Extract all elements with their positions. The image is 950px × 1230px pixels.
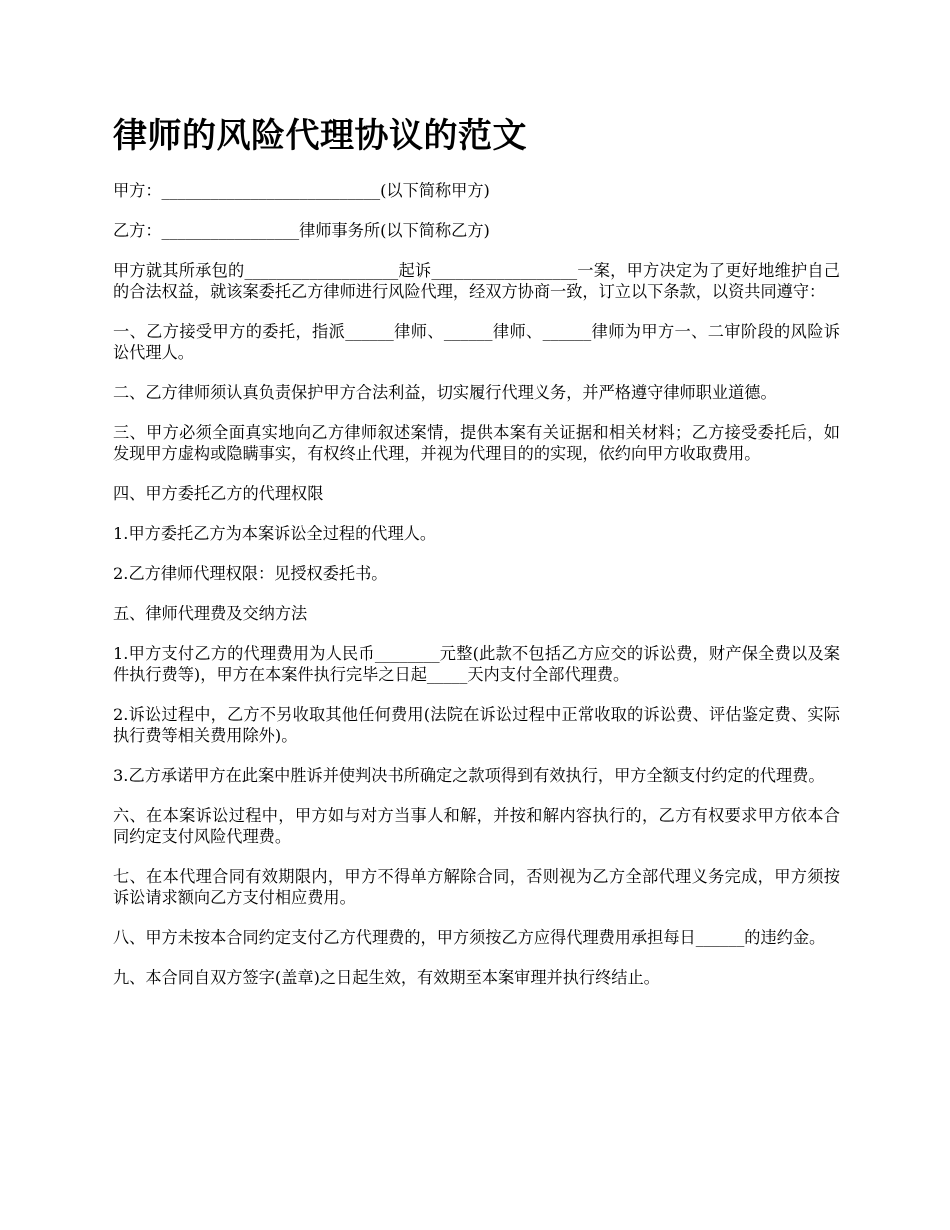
clause-6: 六、在本案诉讼过程中，甲方如与对方当事人和解，并按和解内容执行的，乙方有权要求甲方依本合同约定支付风险代理费。 (113, 806, 840, 846)
party-a-line: 甲方：___________________________(以下简称甲方) (113, 181, 490, 200)
clause-5-item-3: 3.乙方承诺甲方在此案中胜诉并使判决书所确定之款项得到有效执行，甲方全额支付约定的代理费。 (113, 766, 825, 785)
clause-8: 八、甲方未按本合同约定支付乙方代理费的，甲方须按乙方应得代理费用承担每日______的违约金。 (113, 928, 826, 947)
clause-1: 一、乙方接受甲方的委托，指派______律师、______律师、______律师为甲方一、二审阶段的风险诉讼代理人。 (113, 322, 840, 362)
party-b-line: 乙方：_________________律师事务所(以下简称乙方) (113, 221, 490, 240)
clause-5-item-1: 1.甲方支付乙方的代理费用为人民币________元整(此款不包括乙方应交的诉讼费，财产保全费以及案件执行费等)，甲方在本案件执行完毕之日起_____天内支付全部代理费。 (113, 644, 840, 684)
clause-5-item-2: 2.诉讼过程中，乙方不另收取其他任何费用(法院在诉讼过程中正常收取的诉讼费、评估鉴定费、实际执行费等相关费用除外)。 (113, 705, 840, 745)
clause-5-heading: 五、律师代理费及交纳方法 (113, 604, 308, 623)
clause-4-item-2: 2.乙方律师代理权限：见授权委托书。 (113, 564, 388, 583)
clause-4-item-1: 1.甲方委托乙方为本案诉讼全过程的代理人。 (113, 524, 437, 543)
document-title: 律师的风险代理协议的范文 (113, 116, 527, 156)
clause-3: 三、甲方必须全面真实地向乙方律师叙述案情，提供本案有关证据和相关材料；乙方接受委托后，如发现甲方虚构或隐瞒事实，有权终止代理，并视为代理目的的实现，依约向甲方收取费用。 (113, 423, 840, 463)
preamble-paragraph: 甲方就其所承包的___________________起诉__________________一案，甲方决定为了更好地维护自己的合法权益，就该案委托乙方律师进行风险代理，经双方协商一致，订立以下条款，以资共同遵守： (113, 261, 840, 301)
clause-2: 二、乙方律师须认真负责保护甲方合法利益，切实履行代理义务，并严格遵守律师职业道德。 (113, 383, 777, 402)
clause-7: 七、在本代理合同有效期限内，甲方不得单方解除合同，否则视为乙方全部代理义务完成，甲方须按诉讼请求额向乙方支付相应费用。 (113, 867, 840, 907)
clause-9: 九、本合同自双方签字(盖章)之日起生效，有效期至本案审理并执行终结止。 (113, 968, 660, 987)
clause-4-heading: 四、甲方委托乙方的代理权限 (113, 484, 324, 503)
document-page (113, 112, 840, 1007)
